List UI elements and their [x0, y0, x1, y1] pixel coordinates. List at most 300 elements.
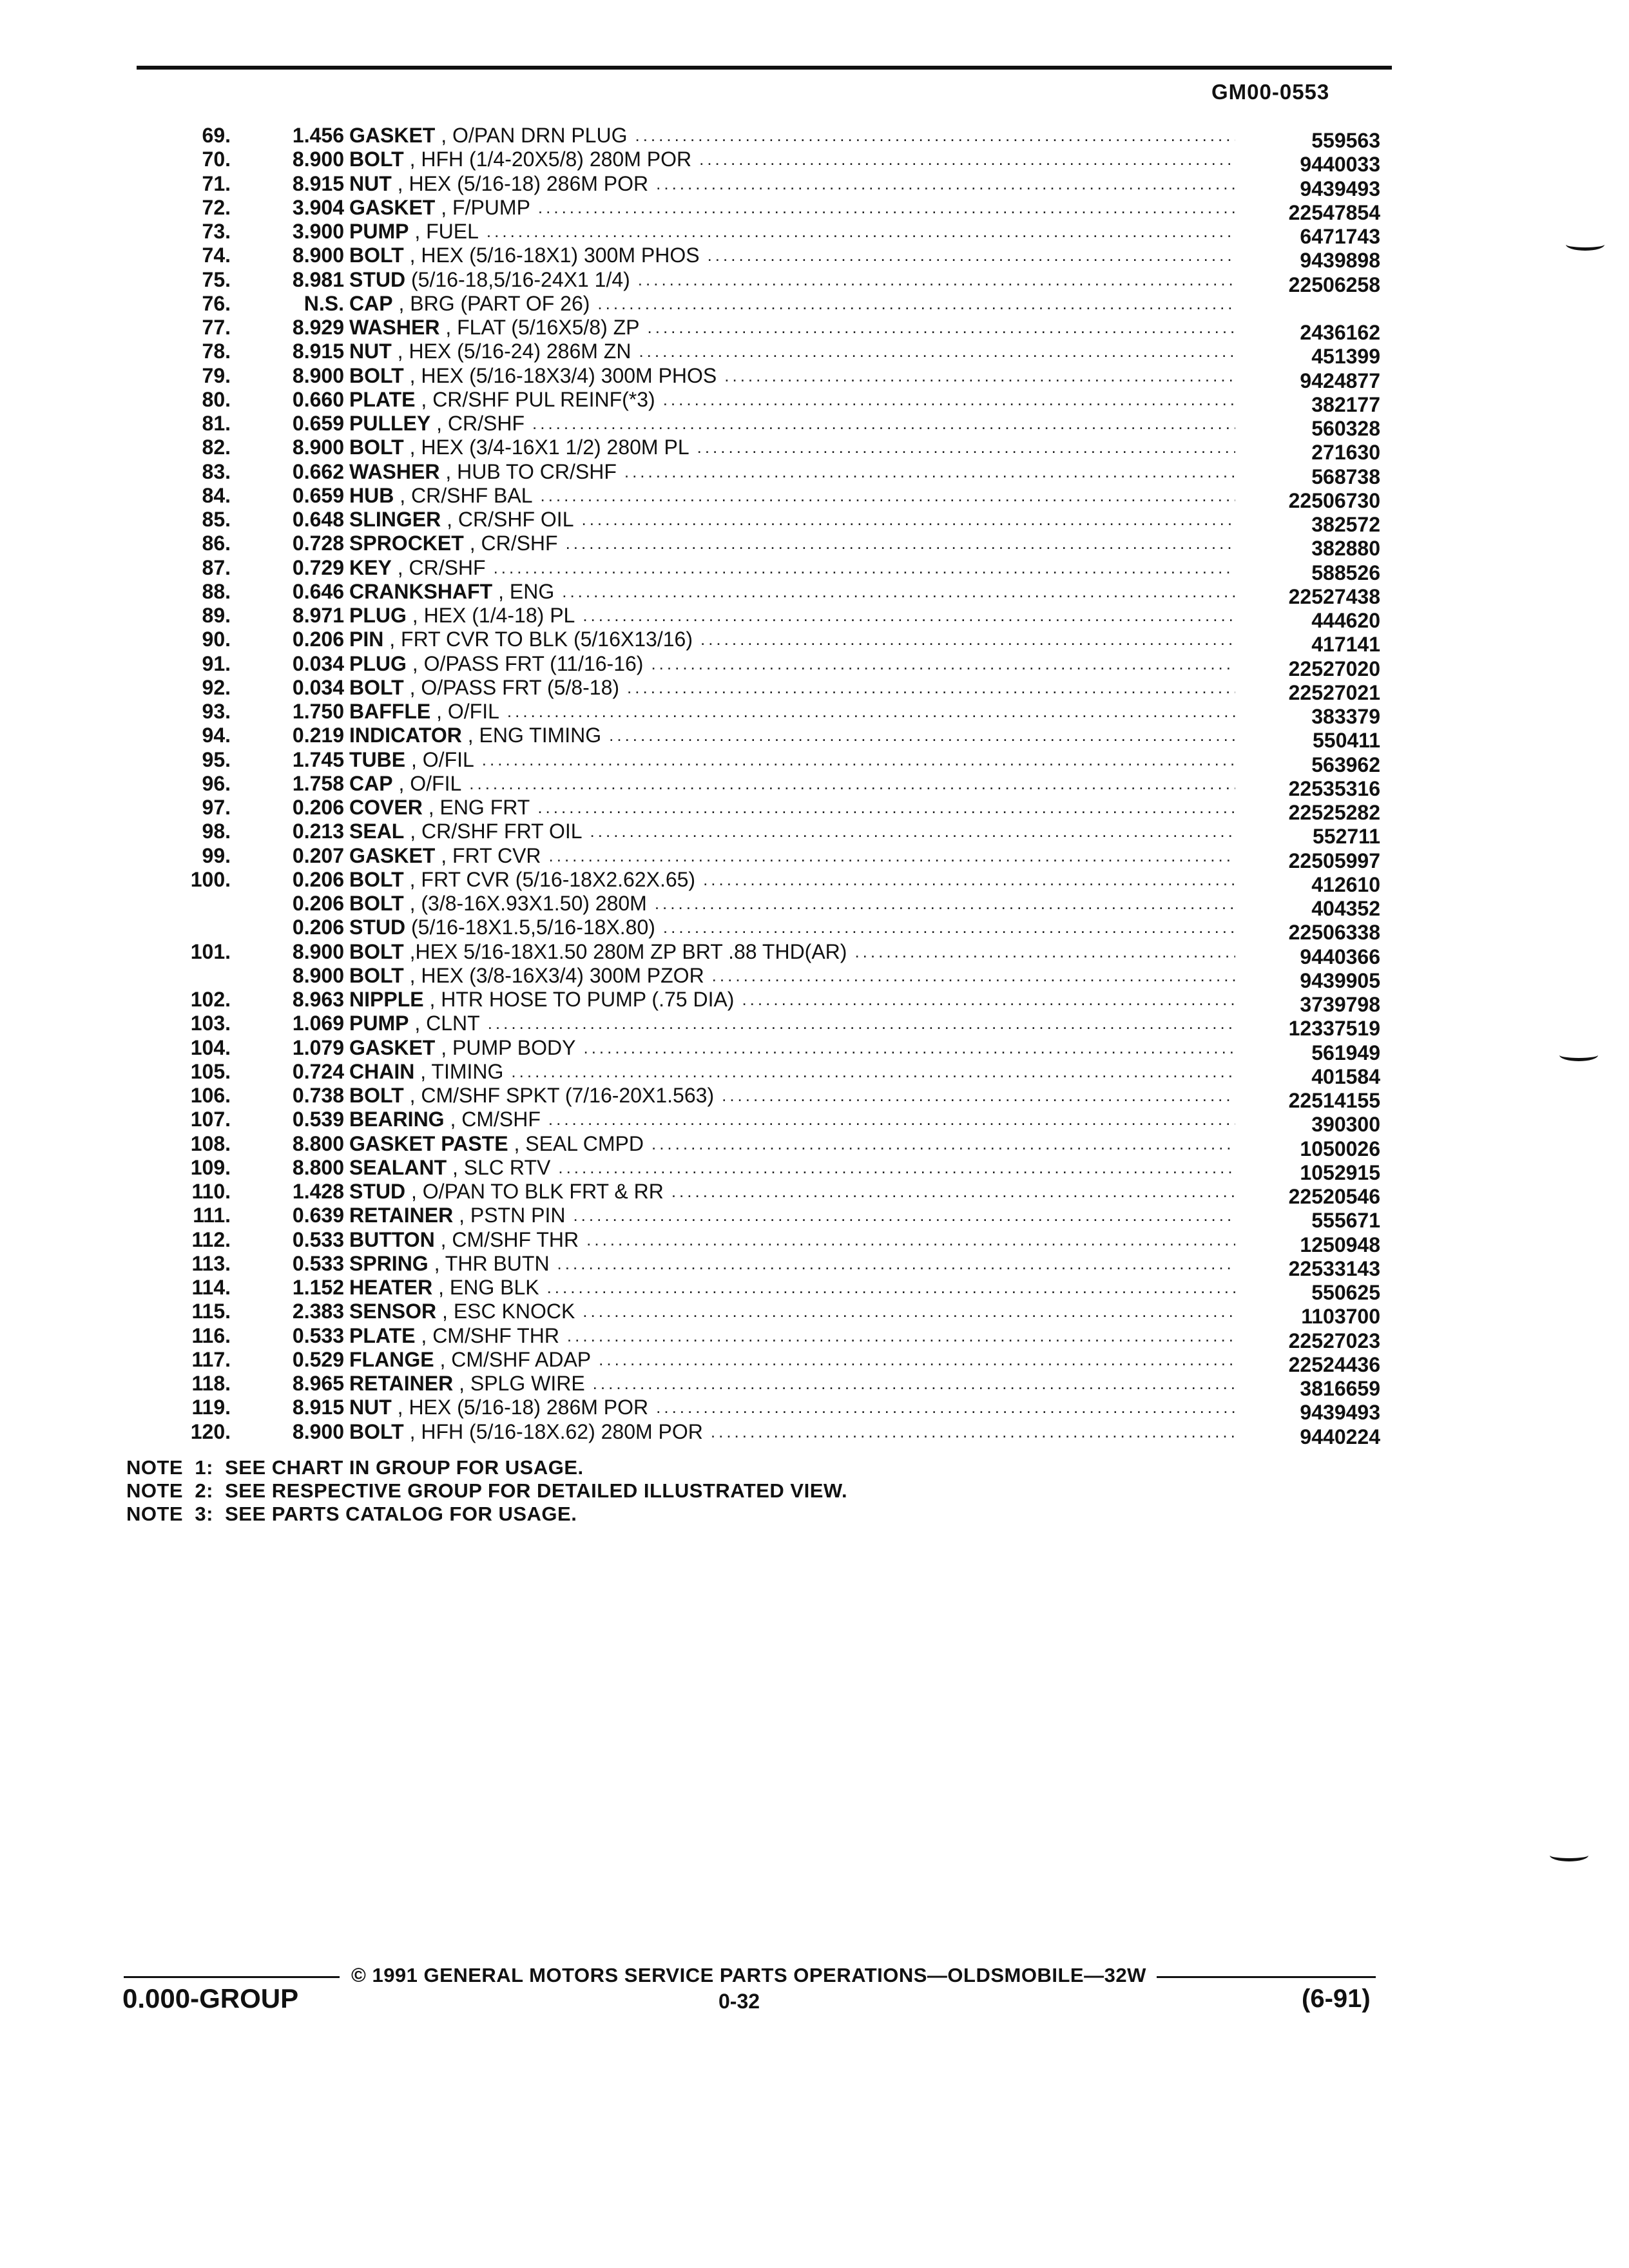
part-description	[349, 628, 1235, 651]
leader-dots	[599, 1348, 1235, 1372]
group-number: 0.533	[292, 1227, 344, 1251]
group-number: 0.213	[292, 820, 344, 843]
part-row	[0, 1300, 1629, 1329]
part-number: 6471743	[1300, 225, 1380, 248]
part-name: SPRING	[349, 1251, 429, 1275]
part-number: 271630	[1311, 441, 1380, 465]
leader-dots	[583, 1300, 1235, 1323]
part-number: 22527020	[1288, 657, 1380, 680]
note-line: NOTE 2: SEE RESPECTIVE GROUP FOR DETAILED ILLUSTRATED VIEW.	[126, 1479, 848, 1502]
leader-dots	[549, 844, 1235, 868]
part-name: GASKET	[349, 124, 436, 147]
part-row	[0, 724, 1629, 753]
leader-dots	[854, 940, 1235, 964]
page-number: 0-32	[718, 1990, 760, 2013]
part-row	[0, 436, 1629, 465]
leader-dots	[697, 436, 1235, 459]
leader-dots	[708, 244, 1235, 267]
part-detail: , FUEL	[409, 220, 479, 243]
part-number: 22514155	[1288, 1089, 1380, 1112]
part-detail: , (3/8-16X.93X1.50) 280M	[403, 892, 647, 915]
part-name: STUD	[349, 1180, 406, 1203]
leader-dots	[624, 460, 1235, 484]
group-number: 0.219	[292, 724, 344, 747]
part-detail: , O/PAN DRN PLUG	[435, 124, 628, 147]
item-number: 83.	[202, 459, 231, 483]
part-name: WASHER	[349, 459, 440, 483]
group-number: 0.533	[292, 1251, 344, 1275]
item-number: 96.	[202, 771, 231, 795]
part-name: BOLT	[349, 244, 404, 267]
group-label: 0.000-GROUP	[122, 1983, 299, 2013]
leader-dots	[583, 1036, 1235, 1060]
part-description	[349, 340, 1235, 363]
item-number: 79.	[202, 363, 231, 387]
part-description	[349, 580, 1235, 604]
part-description	[349, 700, 1235, 724]
part-number: 561949	[1311, 1041, 1380, 1064]
part-number: 3816659	[1300, 1377, 1380, 1400]
part-number: 9424877	[1300, 369, 1380, 392]
part-row	[0, 963, 1629, 992]
part-name: SPROCKET	[349, 532, 464, 555]
group-number: 0.034	[292, 651, 344, 675]
group-number: 8.929	[292, 316, 344, 339]
part-description	[349, 388, 1235, 412]
part-detail: , ESC KNOCK	[436, 1300, 575, 1323]
part-description	[349, 868, 1235, 892]
part-number: 22533143	[1288, 1256, 1380, 1280]
group-number: 1.745	[292, 747, 344, 771]
part-name: TUBE	[349, 747, 406, 771]
part-description	[349, 988, 1235, 1012]
part-detail: , SLC RTV	[447, 1155, 551, 1179]
group-number: 0.206	[292, 892, 344, 915]
group-number: 8.915	[292, 1396, 344, 1419]
part-number: 444620	[1311, 609, 1380, 632]
part-number: 22527438	[1288, 584, 1380, 608]
part-row	[0, 1131, 1629, 1160]
part-detail: , O/PASS FRT (5/8-18)	[403, 675, 620, 699]
part-name: PIN	[349, 628, 384, 651]
part-number: 1052915	[1300, 1160, 1380, 1184]
part-number: 382880	[1311, 537, 1380, 561]
part-row	[0, 1108, 1629, 1137]
copyright-line: © 1991 GENERAL MOTORS SERVICE PARTS OPERATIONS—OLDSMOBILE—32W	[351, 1964, 1146, 1986]
part-row	[0, 771, 1629, 800]
leader-dots	[511, 1060, 1235, 1084]
part-name: BOLT	[349, 363, 404, 387]
item-number: 118.	[191, 1372, 231, 1395]
part-name: PLUG	[349, 651, 407, 675]
part-number: 559563	[1311, 129, 1380, 152]
part-description	[349, 724, 1235, 747]
part-row	[0, 244, 1629, 273]
leader-dots	[482, 748, 1235, 772]
part-row	[0, 387, 1629, 416]
part-description	[349, 484, 1235, 508]
part-description	[349, 940, 1235, 964]
part-detail: , HEX (3/8-16X3/4) 300M PZOR	[403, 963, 704, 987]
part-description	[349, 1300, 1235, 1323]
group-number: 0.729	[292, 555, 344, 579]
group-number: 8.900	[292, 1419, 344, 1443]
leader-dots	[651, 1132, 1235, 1156]
part-name: PUMP	[349, 1012, 409, 1035]
part-description	[349, 844, 1235, 868]
part-description	[349, 1276, 1235, 1300]
part-description	[349, 916, 1235, 939]
part-detail: , HFH (1/4-20X5/8) 280M POR	[403, 148, 692, 171]
part-number: 555671	[1311, 1209, 1380, 1233]
leader-dots	[494, 556, 1235, 580]
part-number: 382572	[1311, 513, 1380, 536]
part-description	[349, 676, 1235, 700]
part-name: BEARING	[349, 1108, 445, 1131]
part-number: 22547854	[1288, 200, 1380, 224]
item-number: 73.	[202, 220, 231, 243]
part-row	[0, 916, 1629, 945]
part-name: BAFFLE	[349, 700, 431, 723]
part-number: 3739798	[1300, 993, 1380, 1016]
group-number: 8.900	[292, 939, 344, 963]
part-name: INDICATOR	[349, 724, 462, 747]
part-detail: ,HEX 5/16-18X1.50 280M ZP BRT .88 THD(AR)	[403, 939, 847, 963]
part-number: 22506338	[1288, 921, 1380, 945]
part-row	[0, 1204, 1629, 1233]
group-number: 3.900	[292, 220, 344, 243]
part-detail: , HFH (5/16-18X.62) 280M POR	[403, 1419, 703, 1443]
item-number: 117.	[191, 1347, 231, 1371]
part-row	[0, 1396, 1629, 1425]
part-row	[0, 820, 1629, 849]
part-name: PLATE	[349, 387, 416, 411]
part-name: COVER	[349, 796, 423, 819]
group-number: 8.900	[292, 436, 344, 459]
item-number: 119.	[191, 1396, 231, 1419]
part-row	[0, 148, 1629, 177]
group-number: 8.915	[292, 171, 344, 195]
part-name: BUTTON	[349, 1227, 435, 1251]
part-number: 9440224	[1300, 1425, 1380, 1448]
group-number: 1.069	[292, 1012, 344, 1035]
part-name: NUT	[349, 340, 392, 363]
part-description	[349, 244, 1235, 267]
part-description	[349, 1252, 1235, 1276]
part-description	[349, 1396, 1235, 1419]
part-name: PLUG	[349, 604, 407, 627]
item-number: 112.	[191, 1227, 231, 1251]
part-name: STUD	[349, 267, 406, 291]
revision-date: (6-91)	[1302, 1984, 1371, 2013]
group-number: 8.963	[292, 988, 344, 1011]
part-detail: , CR/SHF OIL	[441, 508, 574, 531]
leader-dots	[469, 772, 1235, 796]
leader-dots	[487, 220, 1235, 244]
part-detail: , HEX (5/16-18X3/4) 300M PHOS	[403, 363, 717, 387]
part-number: 417141	[1311, 633, 1380, 657]
item-number: 113.	[191, 1251, 231, 1275]
part-description	[349, 364, 1235, 388]
part-row	[0, 316, 1629, 344]
item-number: 111.	[193, 1204, 231, 1227]
item-number: 72.	[202, 195, 231, 219]
part-description	[349, 1084, 1235, 1108]
item-number: 75.	[202, 267, 231, 291]
part-description	[349, 220, 1235, 244]
part-name: BOLT	[349, 939, 404, 963]
item-number: 104.	[190, 1035, 231, 1059]
part-name: CAP	[349, 771, 393, 795]
part-row	[0, 340, 1629, 369]
leader-dots	[538, 196, 1235, 220]
part-row	[0, 604, 1629, 632]
part-row	[0, 1227, 1629, 1256]
part-row	[0, 1276, 1629, 1304]
part-description	[349, 1348, 1235, 1372]
item-number: 97.	[202, 796, 231, 819]
group-number: 0.529	[292, 1347, 344, 1371]
part-detail: , HEX (5/16-18) 286M POR	[391, 1396, 649, 1419]
leader-dots	[593, 1372, 1235, 1396]
group-number: 3.904	[292, 195, 344, 219]
leader-dots	[581, 508, 1235, 532]
part-name: BOLT	[349, 867, 404, 891]
part-detail: , CLNT	[409, 1012, 480, 1035]
part-name: GASKET	[349, 843, 436, 867]
part-number: 22524436	[1288, 1352, 1380, 1376]
part-row	[0, 532, 1629, 561]
part-row	[0, 459, 1629, 488]
part-number: 9439898	[1300, 249, 1380, 273]
part-detail: , TIMING	[414, 1059, 504, 1083]
part-row	[0, 843, 1629, 872]
item-number: 74.	[202, 244, 231, 267]
item-number: 88.	[202, 579, 231, 603]
part-description	[349, 460, 1235, 484]
part-row	[0, 483, 1629, 512]
item-number: 115.	[191, 1300, 231, 1323]
part-row	[0, 1035, 1629, 1064]
part-description	[349, 796, 1235, 820]
part-row	[0, 1155, 1629, 1184]
part-name: GASKET PASTE	[349, 1131, 508, 1155]
part-name: PLATE	[349, 1323, 416, 1347]
part-name: BOLT	[349, 436, 404, 459]
part-number: 22535316	[1288, 776, 1380, 800]
part-number: 22520546	[1288, 1185, 1380, 1208]
part-name: GASKET	[349, 195, 436, 219]
item-number: 102.	[190, 988, 231, 1011]
part-number: 563962	[1311, 753, 1380, 776]
part-detail: , O/FIL	[405, 747, 474, 771]
group-number: 8.915	[292, 340, 344, 363]
part-description	[349, 1180, 1235, 1204]
footer-rule-right	[1157, 1976, 1376, 1978]
part-row	[0, 1180, 1629, 1208]
part-detail: (5/16-18,5/16-24X1 1/4)	[405, 267, 630, 291]
part-detail: , CR/SHF BAL	[394, 483, 533, 507]
part-name: STUD	[349, 916, 406, 939]
group-number: 0.206	[292, 916, 344, 939]
part-description	[349, 268, 1235, 292]
part-detail: , ENG	[492, 579, 555, 603]
part-description	[349, 748, 1235, 772]
part-detail: , HEX (5/16-18) 286M POR	[391, 171, 649, 195]
group-number: 0.646	[292, 579, 344, 603]
part-detail: , CM/SHF THR	[434, 1227, 579, 1251]
part-row	[0, 675, 1629, 704]
part-detail: , O/FIL	[392, 771, 462, 795]
document-code: GM00-0553	[1211, 80, 1330, 104]
part-description	[349, 436, 1235, 459]
note-line: NOTE 3: SEE PARTS CATALOG FOR USAGE.	[126, 1503, 577, 1525]
scan-mark	[1559, 1049, 1598, 1061]
group-number: 1.758	[292, 771, 344, 795]
part-row	[0, 988, 1629, 1016]
group-number: N.S.	[304, 291, 344, 315]
leader-dots	[567, 1324, 1235, 1348]
part-detail: , F/PUMP	[435, 195, 530, 219]
group-number: 0.659	[292, 483, 344, 507]
leader-dots	[548, 1108, 1235, 1131]
part-number: 22527021	[1288, 680, 1380, 704]
part-name: BOLT	[349, 892, 404, 915]
group-number: 1.456	[292, 124, 344, 147]
part-number: 9439493	[1300, 177, 1380, 200]
part-detail: , CR/SHF FRT OIL	[404, 820, 583, 843]
part-detail: , PSTN PIN	[453, 1204, 566, 1227]
group-number: 1.079	[292, 1035, 344, 1059]
part-row	[0, 508, 1629, 536]
part-name: CHAIN	[349, 1059, 415, 1083]
group-number: 0.724	[292, 1059, 344, 1083]
part-description	[349, 1228, 1235, 1252]
part-number: 12337519	[1288, 1017, 1380, 1041]
part-detail: , HUB TO CR/SHF	[439, 459, 617, 483]
part-row	[0, 171, 1629, 200]
item-number: 89.	[202, 604, 231, 627]
part-name: BOLT	[349, 148, 404, 171]
part-description	[349, 172, 1235, 196]
part-name: SLINGER	[349, 508, 441, 531]
part-row	[0, 124, 1629, 152]
group-number: 0.648	[292, 508, 344, 531]
group-number: 0.660	[292, 387, 344, 411]
leader-dots	[651, 652, 1235, 676]
item-number: 86.	[202, 532, 231, 555]
leader-dots	[711, 1420, 1235, 1444]
part-name: SEAL	[349, 820, 405, 843]
part-number: 401584	[1311, 1064, 1380, 1088]
part-number: 382177	[1311, 392, 1380, 416]
item-number: 81.	[202, 412, 231, 435]
part-row	[0, 747, 1629, 776]
part-description	[349, 124, 1235, 148]
part-detail: , HEX (1/4-18) PL	[406, 604, 575, 627]
item-number: 82.	[202, 436, 231, 459]
part-detail: , HEX (5/16-18X1) 300M PHOS	[403, 244, 700, 267]
group-number: 0.728	[292, 532, 344, 555]
leader-dots	[655, 892, 1235, 916]
part-name: FLANGE	[349, 1347, 434, 1371]
part-number: 22527023	[1288, 1329, 1380, 1352]
item-number: 105.	[190, 1059, 231, 1083]
group-number: 8.800	[292, 1155, 344, 1179]
item-number: 80.	[202, 387, 231, 411]
item-number: 77.	[202, 316, 231, 339]
part-detail: , FRT CVR TO BLK (5/16X13/16)	[383, 628, 693, 651]
item-number: 106.	[190, 1084, 231, 1107]
part-name: GASKET	[349, 1035, 436, 1059]
part-name: KEY	[349, 555, 392, 579]
part-description	[349, 1324, 1235, 1348]
part-number: 404352	[1311, 897, 1380, 920]
leader-dots	[635, 124, 1235, 148]
part-number: 568738	[1311, 465, 1380, 488]
part-row	[0, 867, 1629, 896]
group-number: 8.900	[292, 963, 344, 987]
part-row	[0, 363, 1629, 392]
part-description	[349, 1036, 1235, 1060]
part-description	[349, 772, 1235, 796]
item-number: 116.	[191, 1323, 231, 1347]
part-detail: , CR/SHF	[430, 412, 525, 435]
group-number: 0.539	[292, 1108, 344, 1131]
group-number: 1.750	[292, 700, 344, 723]
item-number: 71.	[202, 171, 231, 195]
part-number: 9440033	[1300, 153, 1380, 177]
group-number: 0.206	[292, 867, 344, 891]
leader-dots	[663, 388, 1235, 412]
part-description	[349, 892, 1235, 916]
leader-dots	[663, 916, 1235, 939]
leader-dots	[609, 724, 1235, 747]
part-description	[349, 556, 1235, 580]
part-name: SENSOR	[349, 1300, 437, 1323]
part-description	[349, 820, 1235, 843]
leader-dots	[557, 1252, 1235, 1276]
leader-dots	[507, 700, 1235, 724]
part-name: RETAINER	[349, 1204, 454, 1227]
part-detail: , CM/SHF	[444, 1108, 541, 1131]
part-description	[349, 1132, 1235, 1156]
part-detail: , HEX (5/16-24) 286M ZN	[391, 340, 631, 363]
part-number: 552711	[1312, 825, 1380, 849]
part-detail: , O/FIL	[430, 700, 499, 723]
item-number: 70.	[202, 148, 231, 171]
part-name: NIPPLE	[349, 988, 424, 1011]
part-description	[349, 1204, 1235, 1227]
group-number: 0.662	[292, 459, 344, 483]
leader-dots	[724, 364, 1235, 388]
part-row	[0, 555, 1629, 584]
part-row	[0, 1251, 1629, 1280]
part-detail: , ENG BLK	[432, 1276, 539, 1299]
group-number: 0.738	[292, 1084, 344, 1107]
notes-section	[126, 1456, 847, 1526]
item-number: 107.	[190, 1108, 231, 1131]
part-row	[0, 195, 1629, 224]
part-row	[0, 267, 1629, 296]
part-name: PUMP	[349, 220, 409, 243]
group-number: 0.639	[292, 1204, 344, 1227]
leader-dots	[639, 340, 1235, 363]
part-name: HUB	[349, 483, 394, 507]
group-number: 1.152	[292, 1276, 344, 1299]
item-number: 101.	[190, 939, 231, 963]
part-description	[349, 964, 1235, 988]
